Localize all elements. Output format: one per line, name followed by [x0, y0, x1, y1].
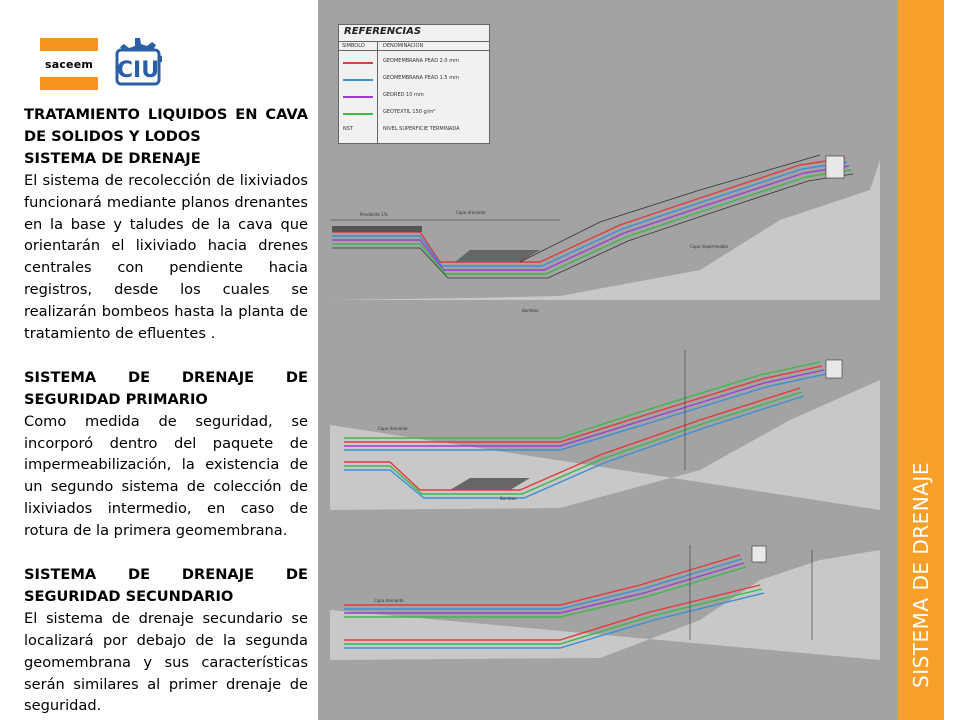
ciu-logo	[103, 36, 167, 92]
section-2	[330, 350, 880, 510]
legend-label: GEOMEMBRANA PEAD 1.5 mm	[383, 75, 459, 81]
paragraph-secondary: El sistema de drenaje secundario se localizará por debajo de la segunda geomembrana y sus características serán similares al primer drenaje de seguridad.	[24, 609, 308, 715]
svg-text:Capa drenante: Capa drenante	[374, 598, 404, 603]
title-drainage: SISTEMA DE DRENAJE	[24, 149, 201, 167]
svg-text:Capa impermeable: Capa impermeable	[690, 244, 729, 249]
legend-swatch-red	[343, 62, 373, 64]
svg-text:Bombeo: Bombeo	[500, 496, 517, 501]
section-1	[330, 155, 880, 313]
legend-row	[339, 123, 489, 139]
svg-text:Capa drenante: Capa drenante	[378, 426, 408, 431]
legend-swatch-blue	[343, 79, 373, 81]
saceem-logo	[40, 38, 98, 90]
legend-row	[339, 106, 489, 122]
sidebar-title: SISTEMA DE DRENAJE	[909, 462, 933, 688]
section-3	[330, 545, 880, 660]
page-edge	[944, 0, 960, 720]
legend-row	[339, 89, 489, 105]
title-secondary: SISTEMA DE DRENAJE DE SEGURIDAD SECUNDARIO	[24, 566, 308, 605]
saceem-logo-text: saceem	[40, 51, 98, 77]
references-legend	[338, 24, 490, 144]
title-primary: SISTEMA DE DRENAJE DE SEGURIDAD PRIMARIO	[24, 368, 308, 408]
legend-label: GEORED 10 mm	[383, 92, 424, 98]
svg-text:Capa drenante: Capa drenante	[456, 210, 486, 215]
title-treatment: TRATAMIENTO LIQUIDOS EN CAVA DE SOLIDOS Y LODOS	[24, 106, 308, 145]
legend-col-denomination: DENOMINACION	[383, 43, 424, 49]
svg-text:Pendiente 1%: Pendiente 1%	[360, 212, 388, 217]
legend-row	[339, 55, 489, 71]
legend-symbol-nst: NST	[343, 126, 353, 132]
svg-text:Bombeo: Bombeo	[522, 308, 539, 313]
cross-section-diagrams	[318, 0, 898, 720]
paragraph-drainage: El sistema de recolección de lixiviados funcionará mediante planos drenantes en la base y taludes de la cava que orientarán el lixiviado hacia drenes centrales con pendiente hacia registros, desde los cuales se realizarán bombeos hasta la planta de tratamiento de efluentes .	[24, 171, 308, 343]
legend-label: GEOMEMBRANA PEAD 2.0 mm	[383, 58, 459, 64]
description	[24, 104, 308, 717]
legend-swatch-green	[343, 113, 373, 115]
legend-label: NIVEL SUPERFICIE TERMINADA	[383, 126, 460, 132]
paragraph-primary: Como medida de seguridad, se incorporó dentro del paquete de impermeabilización, la existencia de un segundo sistema de colección de lixiviados intermedio, en caso de rotura de la primera geomembrana.	[24, 412, 308, 540]
legend-col-symbol: SIMBOLO	[342, 43, 365, 49]
ciu-logo-text: CIU	[116, 58, 160, 83]
legend-row	[339, 72, 489, 88]
references-title: REFERENCIAS	[344, 26, 422, 37]
legend-swatch-purple	[343, 96, 373, 98]
legend-label: GEOTEXTIL 150 g/m²	[383, 109, 436, 115]
text-panel	[0, 0, 318, 720]
